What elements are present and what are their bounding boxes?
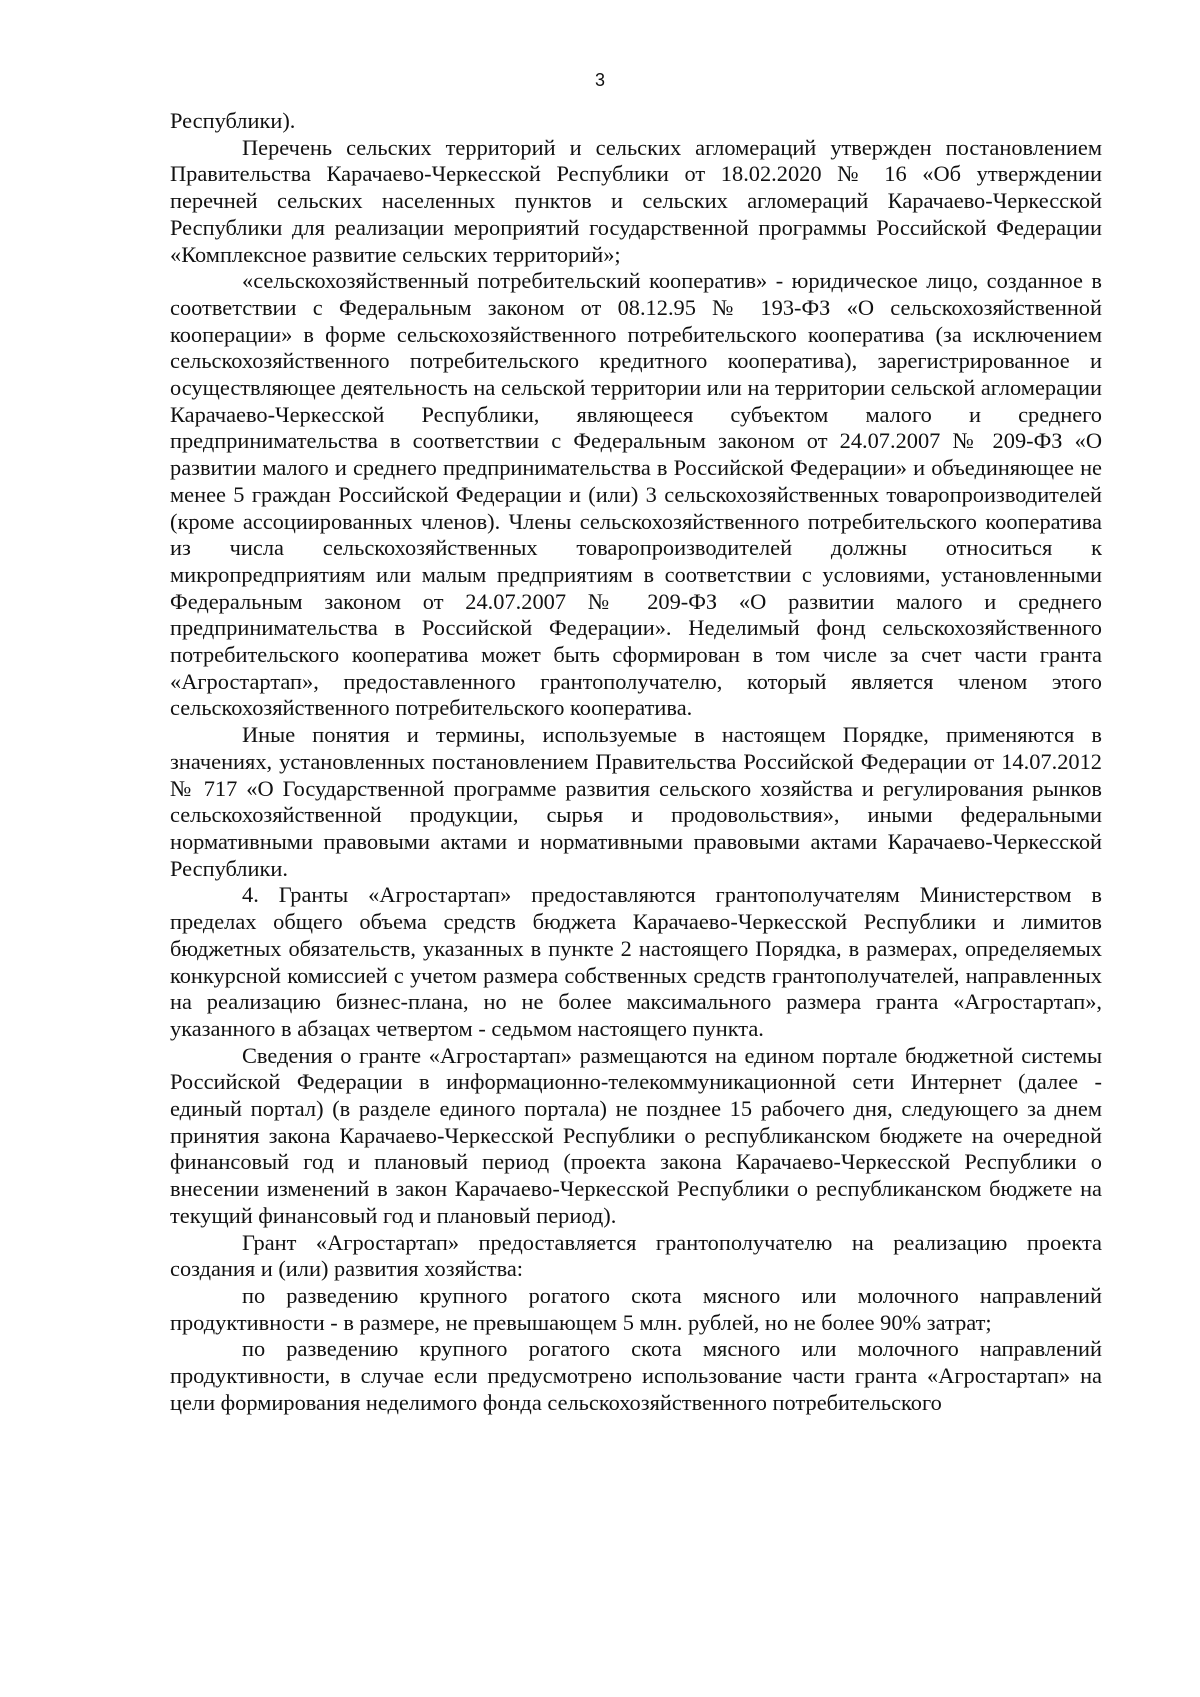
paragraph: Иные понятия и термины, используемые в настоящем Порядке, применяются в значениях, установленных постановлением Правительства Российской Федерации от 14.07.2012 № 717 «О Государственной программе развития сельского хозяйства и регулирования рынков сельскохозяйственной продукции, сырья и продовольствия», иными федеральными нормативными правовыми актами и нормативными правовыми актами Карачаево-Черкесской Республики. <box>170 722 1102 881</box>
paragraph: Сведения о гранте «Агростартап» размещаются на едином портале бюджетной системы Российской Федерации в информационно-телекоммуникационной сети Интернет (далее - единый портал) (в разделе единого портала) не позднее 15 рабочего дня, следующего за днем принятия закона Карачаево-Черкесской Республики о республиканском бюджете на очередной финансовый год и плановый период (проекта закона Карачаево-Черкесской Республики о внесении изменений в закон Карачаево-Черкесской Республики о республиканском бюджете на текущий финансовый год и плановый период). <box>170 1042 1102 1228</box>
page-number: 3 <box>594 70 605 90</box>
paragraph: 4. Гранты «Агростартап» предоставляются грантополучателям Министерством в пределах общего объема средств бюджета Карачаево-Черкесской Республики и лимитов бюджетных обязательств, указанных в пункте 2 настоящего Порядка, в размерах, определяемых конкурсной комиссией с учетом размера собственных средств грантополучателей, направленных на реализацию бизнес-плана, но не более максимального размера гранта «Агростартап», указанного в абзацах четвертом - седьмом настоящего пункта. <box>170 882 1102 1041</box>
paragraph: по разведению крупного рогатого скота мясного или молочного направлений продуктивности, в случае если предусмотрено использование части гранта «Агростартап» на цели формирования неделимого фонда сельскохозяйственного потребительского <box>170 1336 1102 1415</box>
paragraph: Грант «Агростартап» предоставляется грантополучателю на реализацию проекта создания и (или) развития хозяйства: <box>170 1229 1102 1282</box>
paragraph: по разведению крупного рогатого скота мясного или молочного направлений продуктивности - в размере, не превышающем 5 млн. рублей, но не более 90% затрат; <box>170 1282 1102 1335</box>
paragraph: Перечень сельских территорий и сельских агломераций утвержден постановлением Правительства Карачаево-Черкесской Республики от 18.02.2020 № 16 «Об утверждении перечней сельских населенных пунктов и сельских агломераций Карачаево-Черкесской Республики для реализации мероприятий государственной программы Российской Федерации «Комплексное развитие сельских территорий»; <box>170 134 1102 267</box>
paragraph: Республики). <box>170 108 296 133</box>
document-body <box>170 108 1102 1416</box>
paragraph: «сельскохозяйственный потребительский кооператив» - юридическое лицо, созданное в соответствии с Федеральным законом от 08.12.95 № 193-ФЗ «О сельскохозяйственной кооперации» в форме сельскохозяйственного потребительского кооператива (за исключением сельскохозяйственного потребительского кредитного кооператива), зарегистрированное и осуществляющее деятельность на сельской территории или на территории сельской агломерации Карачаево-Черкесской Республики, являющееся субъектом малого и среднего предпринимательства в соответствии с Федеральным законом от 24.07.2007 № 209-ФЗ «О развитии малого и среднего предпринимательства в Российской Федерации» и объединяющее не менее 5 граждан Российской Федерации и (или) 3 сельскохозяйственных товаропроизводителей (кроме ассоциированных членов). Члены сельскохозяйственного потребительского кооператива из числа сельскохозяйственных товаропроизводителей должны относиться к микропредприятиям или малым предприятиям в соответствии с условиями, установленными Федеральным законом от 24.07.2007 № 209-ФЗ «О развитии малого и среднего предпринимательства в Российской Федерации». Неделимый фонд сельскохозяйственного потребительского кооператива может быть сформирован в том числе за счет части гранта «Агростартап», предоставленного грантополучателю, который является членом этого сельскохозяйственного потребительского кооператива. <box>170 268 1102 721</box>
